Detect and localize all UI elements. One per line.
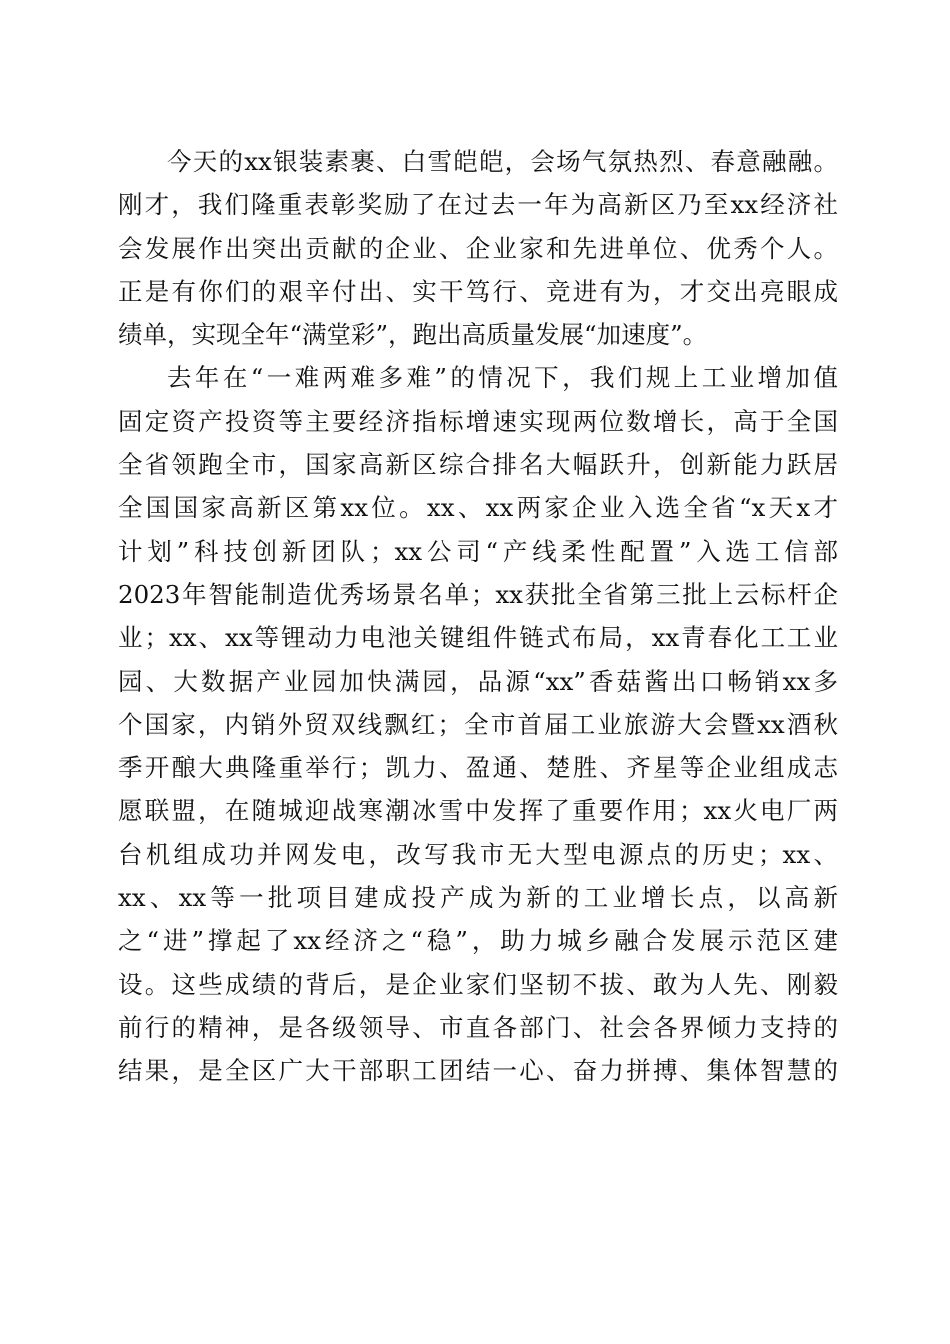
paragraph-2-line-6: 2023年智能制造优秀场景名单；xx获批全省第三批上云标杆企 [118, 579, 838, 609]
paragraph-2-line-3: 全省领跑全市，国家高新区综合排名大幅跃升，创新能力跃居 [118, 450, 838, 480]
paragraph-2-line-2: 固定资产投资等主要经济指标增速实现两位数增长，高于全国 [118, 406, 838, 436]
paragraph-2-line-10: 季开酿大典隆重举行；凯力、盈通、楚胜、齐星等企业组成志 [118, 753, 838, 783]
paragraph-2-line-13: xx、xx等一批项目建成投产成为新的工业增长点，以高新 [118, 883, 838, 913]
paragraph-1-line-4: 正是有你们的艰辛付出、实干笃行、竞进有为，才交出亮眼成 [118, 276, 838, 306]
paragraph-2-line-14: 之“进”撑起了xx经济之“稳”，助力城乡融合发展示范区建 [118, 926, 838, 956]
paragraph-2-line-15: 设。这些成绩的背后，是企业家们坚韧不拔、敢为人先、刚毅 [118, 969, 838, 999]
paragraph-2-line-17: 结果，是全区广大干部职工团结一心、奋力拼搏、集体智慧的 [118, 1056, 838, 1086]
paragraph-1 [118, 140, 838, 356]
paragraph-1-line-2: 刚才，我们隆重表彰奖励了在过去一年为高新区乃至xx经济社 [118, 190, 838, 220]
paragraph-1-line-1: 今天的xx银装素裹、白雪皑皑，会场气氛热烈、春意融融。 [167, 147, 838, 176]
paragraph-2-line-12: 台机组成功并网发电，改写我市无大型电源点的历史；xx、 [118, 839, 838, 869]
paragraph-2-line-5: 计划”科技创新团队；xx公司“产线柔性配置”入选工信部 [118, 536, 838, 566]
paragraph-2-line-16: 前行的精神，是各级领导、市直各部门、社会各界倾力支持的 [118, 1012, 838, 1042]
paragraph-2-line-7: 业；xx、xx等锂动力电池关键组件链式布局，xx青春化工工业 [118, 623, 838, 653]
paragraph-2-line-11: 愿联盟，在随城迎战寒潮冰雪中发挥了重要作用；xx火电厂两 [118, 796, 838, 826]
paragraph-2-line-9: 个国家，内销外贸双线飘红；全市首届工业旅游大会暨xx酒秋 [118, 709, 838, 739]
paragraph-1-line-3: 会发展作出突出贡献的企业、企业家和先进单位、优秀个人。 [118, 233, 838, 263]
body-text [118, 140, 838, 1093]
paragraph-2-line-8: 园、大数据产业园加快满园，品源“xx”香菇酱出口畅销xx多 [118, 666, 838, 696]
paragraph-2-line-4: 全国国家高新区第xx位。xx、xx两家企业入选全省“x天x才 [118, 493, 838, 523]
paragraph-2-line-1: 去年在“一难两难多难”的情况下，我们规上工业增加值 [167, 363, 838, 393]
paragraph-1-line-5: 绩单，实现全年“满堂彩”，跑出高质量发展“加速度”。 [118, 320, 708, 350]
paragraph-2 [118, 356, 838, 1092]
